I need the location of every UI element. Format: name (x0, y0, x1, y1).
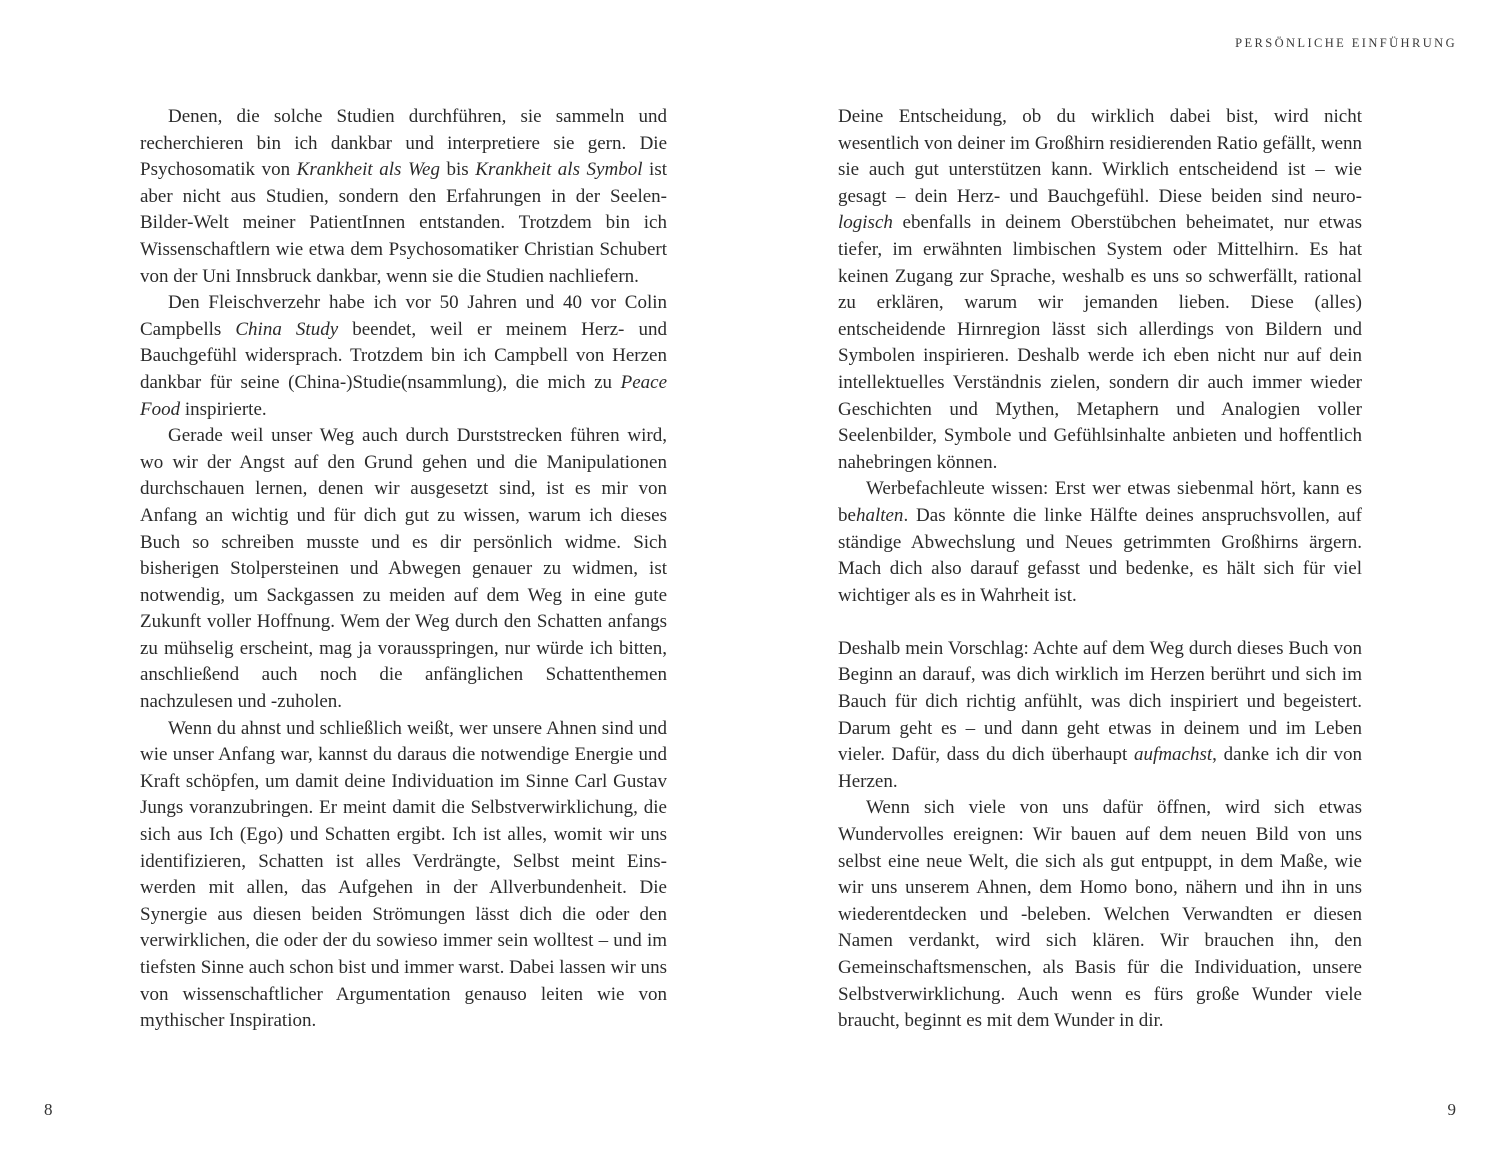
paragraph: Den Fleischverzehr habe ich vor 50 Jahren und 40 vor Colin Campbells China Study beendet, weil er meinem Herz- und Bauchgefühl widersprach. Trotzdem bin ich Campbell von Herzen dankbar für seine (China-)Studie(nsammlung), die mich zu Peace Food inspirierte. (140, 292, 667, 420)
page-number-right: 9 (1447, 1100, 1456, 1119)
paragraph: Denen, die solche Studien durchführen, sie sammeln und recherchieren bin ich dankbar und interpretiere sie gern. Die Psychosomatik von Krankheit als Weg bis Krankheit als Symbol ist aber nicht aus Studien, sondern den Erfahrungen in der Seelen-Bilder-Welt meiner PatientInnen entstanden. Trotzdem bin ich Wissenschaftlern wie etwa dem Psychosomatiker Christian Schubert von der Uni Innsbruck dankbar, wenn sie die Studien nachliefern. (140, 106, 667, 287)
page-left-text-block (140, 104, 667, 1035)
paragraph: Deine Entscheidung, ob du wirklich dabei bist, wird nicht wesentlich von deiner im Großhirn residierenden Ratio gefällt, wenn sie auch gut unterstützen kann. Wirklich entscheidend ist – wie gesagt – dein Herz- und Bauchgefühl. Diese beiden sind neuro-logisch ebenfalls in deinem Oberstübchen beheimatet, nur etwas tiefer, im erwähnten limbischen System oder Mittelhirn. Es hat keinen Zugang zur Sprache, weshalb es uns so schwerfällt, rational zu erklären, warum wir jemanden lieben. Diese (alles) entscheidende Hirnregion lässt sich allerdings von Bildern und Symbolen inspirieren. Deshalb werde ich eben nicht nur auf dein intellektuelles Verständnis zielen, sondern dir auch immer wieder Geschichten und Mythen, Metaphern und Analogien voller Seelenbilder, Symbole und Gefühlsinhalte anbieten und hoffentlich nahebringen können. (838, 106, 1362, 473)
paragraph: Werbefachleute wissen: Erst wer etwas siebenmal hört, kann es behalten. Das könnte die linke Hälfte deines anspruchsvollen, auf ständige Abwechslung und Neues getrimmten Großhirns ärgern. Mach dich also darauf gefasst und bedenke, es hält sich für viel wichtiger als es in Wahrheit ist. (838, 478, 1362, 606)
page-right-text-block (838, 104, 1362, 1035)
page-right (750, 0, 1500, 1167)
paragraph: Deshalb mein Vorschlag: Achte auf dem Weg durch dieses Buch von Beginn an darauf, was dich wirklich im Herzen berührt und sich im Bauch für dich richtig anfühlt, was dich inspiriert und begeistert. Darum geht es – und dann geht etwas in deinem und im Leben vieler. Dafür, dass du dich überhaupt aufmachst, danke ich dir von Herzen. (838, 637, 1363, 792)
running-header: PERSÖNLICHE EINFÜHRUNG (1235, 36, 1457, 50)
page-number-left: 8 (44, 1100, 53, 1119)
paragraph: Wenn sich viele von uns dafür öffnen, wird sich etwas Wundervolles ereignen: Wir bauen auf dem neuen Bild von uns selbst eine neue Welt, die sich als gut entpuppt, in dem Maße, wie wir uns unserem Ahnen, dem Homo bono, nähern und ihn in uns wiederentdecken und -beleben. Welchen Verwandten er diesen Namen verdankt, wird sich klären. Wir brauchen ihn, den Gemeinschaftsmenschen, als Basis für die Individuation, unsere Selbstverwirklichung. Auch wenn es fürs große Wunder viele braucht, beginnt es mit dem Wunder in dir. (838, 797, 1362, 1032)
paragraph: Wenn du ahnst und schließlich weißt, wer unsere Ahnen sind und wie unser Anfang war, kannst du daraus die notwendige Energie und Kraft schöpfen, um damit deine Individuation im Sinne Carl Gustav Jungs voranzubringen. Er meint damit die Selbstverwirklichung, die sich aus Ich (Ego) und Schatten ergibt. Ich ist alles, womit wir uns identifizieren, Schatten ist alles Verdrängte, Selbst meint Eins-werden mit allen, das Aufgehen in der Allverbundenheit. Die Synergie aus diesen beiden Strömungen lässt dich die oder den verwirklichen, die oder der du sowieso immer sein wolltest – und im tiefsten Sinne auch schon bist und immer warst. Dabei lassen wir uns von wissenschaftlicher Argumentation genauso leiten wie von mythischer Inspiration. (140, 717, 667, 1032)
paragraph: Gerade weil unser Weg auch durch Durststrecken führen wird, wo wir der Angst auf den Grund gehen und die Manipulationen durchschauen lernen, denen wir ausgesetzt sind, ist es mir von Anfang an wichtig und für dich gut zu wissen, warum ich dieses Buch so schreiben musste und es dir persönlich widme. Sich bisherigen Stolpersteinen und Abwegen genauer zu widmen, ist notwendig, um Sackgassen zu meiden auf dem Weg in eine gute Zukunft voller Hoffnung. Wem der Weg durch den Schatten anfangs zu mühselig erscheint, mag ja vorausspringen, nur würde ich bitten, anschließend auch noch die anfänglichen Schattenthemen nachzulesen und -zuholen. (140, 425, 667, 713)
